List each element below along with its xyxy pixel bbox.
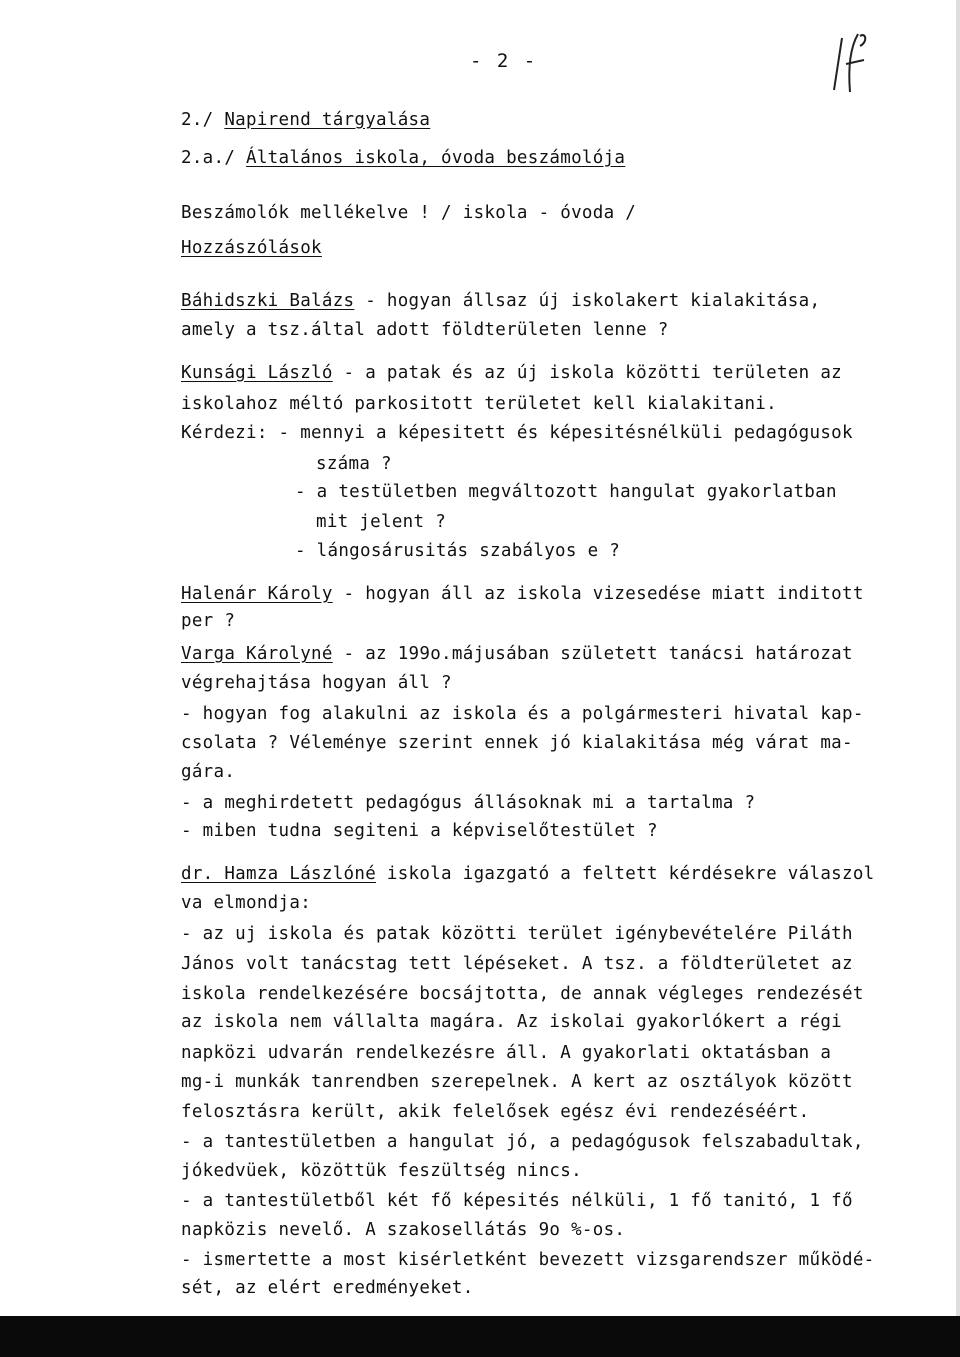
text-line xyxy=(181,675,452,693)
line-text: iskola igazgató a feltett kérdésekre válaszol xyxy=(376,864,875,884)
line-text: Kérdezi: - mennyi a képesitett és képesitésnélküli pedagógusok xyxy=(181,423,853,443)
text-line xyxy=(316,514,446,532)
text-line xyxy=(181,823,658,841)
line-text: napközis nevelő. A szakosellátás 9o %-os. xyxy=(181,1220,626,1240)
underlined-text: Varga Károlyné xyxy=(181,644,333,664)
line-text: - a testületben megváltozott hangulat gyakorlatban xyxy=(295,482,837,502)
line-text: mit jelent ? xyxy=(316,512,447,532)
text-line xyxy=(181,613,235,631)
underlined-text: Halenár Károly xyxy=(181,584,333,604)
line-text: az iskola nem vállalta magára. Az iskolai gyakorlókert a régi xyxy=(181,1012,842,1032)
underlined-text: Kunsági László xyxy=(181,363,333,383)
line-text: - a meghirdetett pedagógus állásoknak mi a tartalma ? xyxy=(181,793,756,813)
line-text: Beszámolók mellékelve ! / iskola - óvoda / xyxy=(181,203,637,223)
underlined-text: dr. Hamza Lászlóné xyxy=(181,864,377,884)
line-text: csolata ? Véleménye szerint ennek jó kialakitása még várat ma- xyxy=(181,733,853,753)
line-text: mg-i munkák tanrendben szerepelnek. A kert az osztályok között xyxy=(181,1072,853,1092)
line-text: - a tantestületből két fő képesités nélküli, 1 fő tanitó, 1 fő xyxy=(181,1191,853,1211)
underlined-text: Napirend tárgyalása xyxy=(224,110,431,130)
line-text: számа ? xyxy=(316,454,392,474)
text-line xyxy=(181,293,820,311)
line-text: iskola rendelkezésére bocsájtotta, de annak végleges rendezését xyxy=(181,984,864,1004)
text-line xyxy=(181,1280,474,1298)
underlined-text: Hozzászólások xyxy=(181,238,322,258)
handwritten-mark xyxy=(820,28,880,98)
text-line xyxy=(295,484,837,502)
text-line xyxy=(181,150,625,168)
line-text: - lángosárusitás szabályos e ? xyxy=(295,541,621,561)
text-line xyxy=(316,456,392,474)
line-text: végrehajtása hogyan áll ? xyxy=(181,673,452,693)
line-text: - hogyan áll az iskola vizesedése miatt inditott xyxy=(332,584,864,604)
line-text: - az uj iskola és patak közötti terület igénybevételére Piláth xyxy=(181,924,853,944)
text-line xyxy=(181,1163,582,1181)
text-line xyxy=(181,895,311,913)
scan-bottom-border xyxy=(0,1316,960,1357)
text-line xyxy=(181,425,853,443)
text-line xyxy=(181,986,864,1004)
line-text: per ? xyxy=(181,611,236,631)
line-text: felosztásra került, akik felelősek egész évi rendezéséért. xyxy=(181,1102,810,1122)
underlined-text: Báhidszki Balázs xyxy=(181,291,355,311)
text-line xyxy=(181,1134,864,1152)
line-text: jókedvüek, közöttük feszültség nincs. xyxy=(181,1161,582,1181)
text-line xyxy=(181,396,777,414)
text-line xyxy=(181,646,853,664)
text-line xyxy=(181,1074,853,1092)
text-line xyxy=(181,1252,875,1270)
line-text: - az 199o.májusában született tanácsi határozat xyxy=(332,644,853,664)
text-line xyxy=(181,205,636,223)
line-text: - hogyan fog alakulni az iskola és a polgármesteri hivatal kap- xyxy=(181,704,864,724)
text-line xyxy=(181,1104,809,1122)
text-line xyxy=(181,322,669,340)
text-line xyxy=(181,1222,625,1240)
text-line xyxy=(181,112,430,130)
text-line xyxy=(181,706,864,724)
line-text: - ismertette a most kisérletként bevezett vizsgarendszer működé- xyxy=(181,1250,875,1270)
line-text: amely a tsz.által adott földterületen lenne ? xyxy=(181,320,669,340)
text-line xyxy=(181,866,875,884)
text-line xyxy=(181,586,864,604)
line-text: - a tantestületben a hangulat jó, a pedagógusok felszabadultak, xyxy=(181,1132,864,1152)
text-line xyxy=(181,735,853,753)
text-line xyxy=(181,1193,853,1211)
text-line xyxy=(181,240,322,258)
text-line xyxy=(181,365,842,383)
text-line xyxy=(181,926,853,944)
text-line xyxy=(181,1045,831,1063)
line-text: sét, az elért eredményeket. xyxy=(181,1278,474,1298)
line-text: iskolahoz méltó parkositott területet kell kialakitani. xyxy=(181,394,777,414)
text-line xyxy=(181,956,853,974)
line-text: 2./ xyxy=(181,110,225,130)
text-line xyxy=(181,764,235,782)
line-text: - a patak és az új iskola közötti területen az xyxy=(332,363,842,383)
line-text: va elmondja: xyxy=(181,893,312,913)
page-number: - 2 - xyxy=(470,50,538,72)
underlined-text: Általános iskola, óvoda beszámolója xyxy=(246,148,626,168)
line-text: gára. xyxy=(181,762,236,782)
line-text: - miben tudna segiteni a képviselőtestület ? xyxy=(181,821,658,841)
text-line xyxy=(181,1014,842,1032)
line-text: János volt tanácstag tett lépéseket. A tsz. a földterületet az xyxy=(181,954,853,974)
text-line xyxy=(295,543,620,561)
line-text: - hogyan állsaz új iskolakert kialakitása, xyxy=(354,291,821,311)
text-line xyxy=(181,795,755,813)
line-text: 2.a./ xyxy=(181,148,247,168)
line-text: napközi udvarán rendelkezésre áll. A gyakorlati oktatásban a xyxy=(181,1043,832,1063)
scan-edge-shadow xyxy=(956,0,960,1316)
